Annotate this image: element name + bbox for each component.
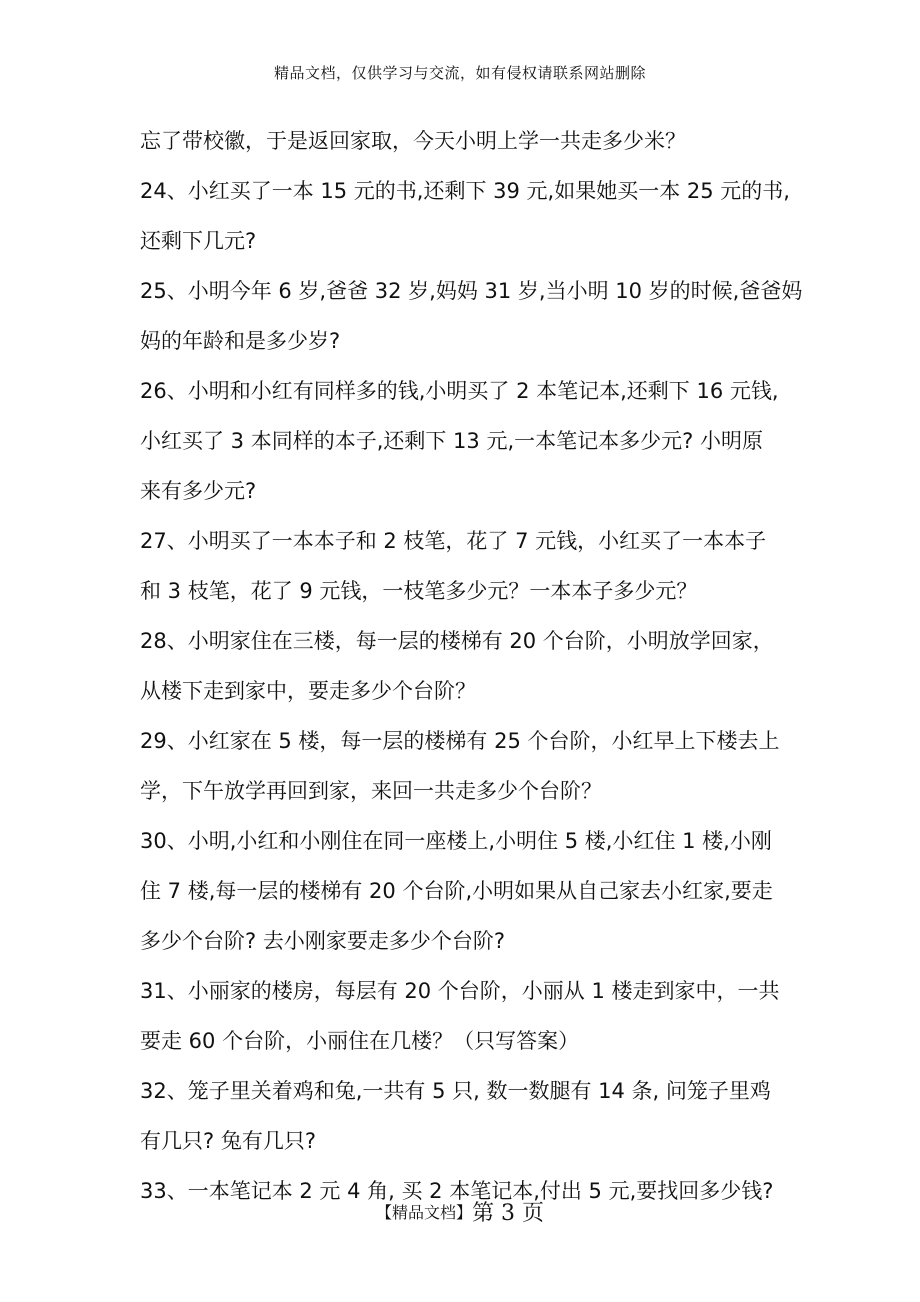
text-line: 25、小明今年 6 岁,爸爸 32 岁,妈妈 31 岁,当小明 10 岁的时候,爸爸妈 bbox=[140, 279, 803, 303]
text-line: 30、小明,小红和小刚住在同一座楼上,小明住 5 楼,小红住 1 楼,小刚 bbox=[140, 829, 772, 853]
page-header: 精品文档，仅供学习与交流，如有侵权请联系网站删除 bbox=[273, 64, 646, 82]
page-footer bbox=[0, 1196, 920, 1227]
text-line: 32、笼子里关着鸡和兔,一共有 5 只, 数一数腿有 14 条, 问笼子里鸡 bbox=[140, 1079, 771, 1103]
text-line: 31、小丽家的楼房，每层有 20 个台阶，小丽从 1 楼走到家中，一共 bbox=[140, 979, 780, 1003]
text-line: 多少个台阶? 去小刚家要走多少个台阶? bbox=[140, 929, 505, 953]
footer-tag: 【精品文档】 bbox=[376, 1203, 473, 1222]
text-line: 和 3 枝笔，花了 9 元钱，一枝笔多少元？一本本子多少元？ bbox=[140, 579, 698, 603]
text-line: 忘了带校徽，于是返回家取，今天小明上学一共走多少米？ bbox=[140, 129, 686, 153]
text-line: 33、一本笔记本 2 元 4 角, 买 2 本笔记本,付出 5 元,要找回多少钱? bbox=[140, 1179, 774, 1203]
text-line: 要走 60 个台阶，小丽住在几楼？（只写答案） bbox=[140, 1029, 580, 1053]
text-line: 住 7 楼,每一层的楼梯有 20 个台阶,小明如果从自己家去小红家,要走 bbox=[140, 879, 773, 903]
text-line: 28、小明家住在三楼，每一层的楼梯有 20 个台阶，小明放学回家， bbox=[140, 629, 774, 653]
page-number: 第 3 页 bbox=[472, 1201, 544, 1226]
text-line: 27、小明买了一本本子和 2 枝笔，花了 7 元钱，小红买了一本本子 bbox=[140, 529, 767, 553]
text-line: 妈的年龄和是多少岁? bbox=[140, 329, 341, 353]
text-line: 从楼下走到家中，要走多少个台阶？ bbox=[140, 679, 476, 703]
text-line: 24、小红买了一本 15 元的书,还剩下 39 元,如果她买一本 25 元的书, bbox=[140, 179, 790, 203]
text-line: 来有多少元? bbox=[140, 479, 257, 503]
document-body bbox=[140, 116, 803, 1216]
text-line: 还剩下几元? bbox=[140, 229, 257, 253]
text-line: 有几只? 兔有几只? bbox=[140, 1129, 316, 1153]
text-line: 学，下午放学再回到家，来回一共走多少个台阶？ bbox=[140, 779, 602, 803]
text-line: 小红买了 3 本同样的本子,还剩下 13 元,一本笔记本多少元? 小明原 bbox=[140, 429, 763, 453]
text-line: 29、小红家在 5 楼，每一层的楼梯有 25 个台阶，小红早上下楼去上 bbox=[140, 729, 780, 753]
text-line: 26、小明和小红有同样多的钱,小明买了 2 本笔记本,还剩下 16 元钱, bbox=[140, 379, 779, 403]
